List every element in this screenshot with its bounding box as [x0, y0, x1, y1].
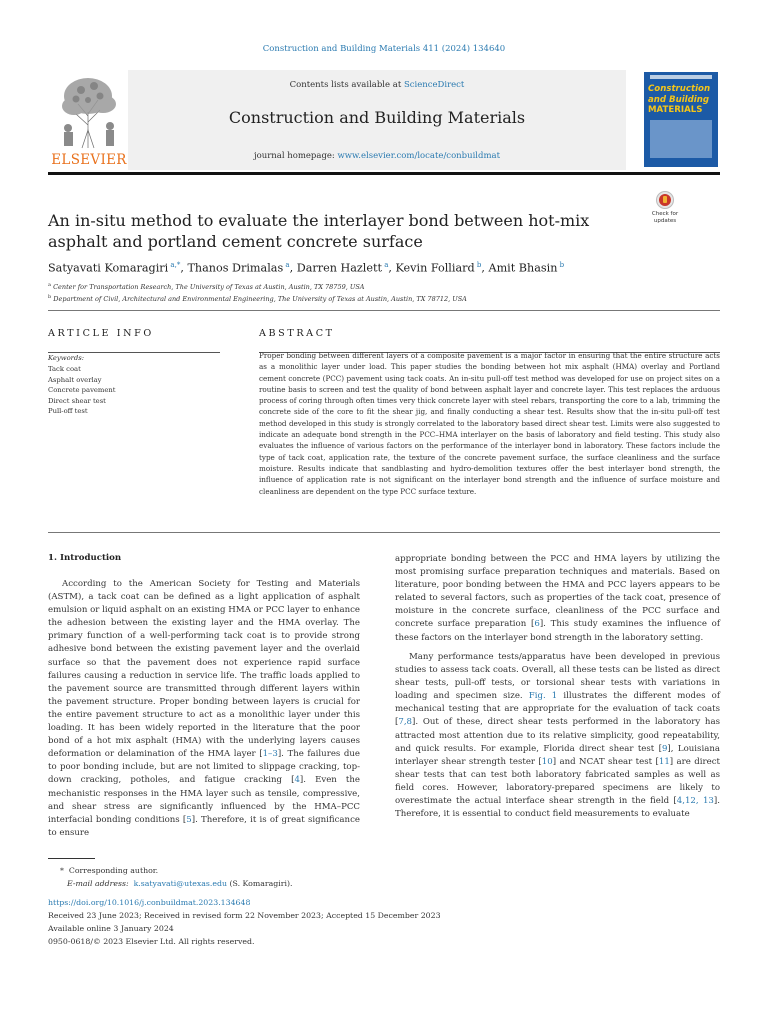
check-for-updates-button[interactable] — [650, 191, 680, 229]
citation-link[interactable]: 6 — [534, 619, 540, 630]
body-text: ]. Therefore, it is essential to conduct field measurements to evaluate — [395, 796, 720, 820]
cover-strip — [650, 75, 712, 79]
online-date: Available online 3 January 2024 — [48, 924, 174, 933]
corresponding-author-note — [60, 866, 158, 875]
keyword-item: Asphalt overlay — [48, 375, 102, 384]
journal-header — [48, 70, 720, 170]
copyright-line: 0950-0618/© 2023 Elsevier Ltd. All rights reserved. — [48, 937, 255, 946]
abstract-heading: ABSTRACT — [259, 328, 335, 339]
affiliation-text: Center for Transportation Research, The University of Texas at Austin, Austin, TX 78759, USA — [53, 283, 365, 292]
email-suffix: (S. Komaragiri). — [229, 879, 293, 888]
author-affiliation-mark[interactable]: b — [474, 261, 482, 269]
body-text: Many performance tests/apparatus have been developed in previous studies to assess tack coats. Overall, all these tests can be listed as direct shear tests, pull-off tests, or torsional shear tests with variations in loading and specimen size. — [395, 652, 720, 702]
body-text: According to the American Society for Testing and Materials (ASTM), a tack coat can be defined as a light application of asphalt emulsion or liquid asphalt on an existing HMA or PCC layer to enhance the adhesion between the existing layer and the HMA overlay. The primary function of a well-performing tack coat is to provide strong adhesive bond between the existing pavement layer and the overlaid surface so that the pavement does not experience rapid surface failures causing a reduction in service life. The traffic loads applied to the pavement source are transmitted through different layers within the pavement structure. Proper bonding between layers is crucial for the entire pavement structure to act as a monolithic layer under this loading. It has been widely reported in the literature that the poor bond of a hot mix asphalt (HMA) with the underlying layers causes deformation or delamination of the HMA layer [ — [48, 579, 360, 760]
homepage-prefix: journal homepage: — [254, 151, 338, 161]
citation-link[interactable]: 13 — [702, 796, 714, 807]
body-paragraph-right-1 — [395, 553, 720, 645]
keywords-list — [48, 364, 116, 417]
contents-prefix: Contents lists available at — [289, 80, 404, 90]
email-note — [67, 879, 293, 888]
corresponding-mark: * — [60, 866, 64, 875]
keyword-item: Concrete pavement — [48, 386, 116, 394]
citation-link[interactable]: 1–3 — [262, 749, 278, 760]
abstract-text: Proper bonding between different layers of a composite pavement is a major factor in ensuring that the entire structure acts as a monolithic layer under load. This paper studies the bonding between hot mix asphalt (HMA) overlay and Portland cement concrete (PCC) pavement using tack coats. An in-situ pull-off test method was developed for use on project sites on a routine basis to screen and test the quality of bond between asphalt layer and concrete layer. This test replaces the arduous process of coring through often times very thick concrete layer with steel rebars, transporting the core to a lab, trimming the concrete side of the core to fit the shear jig, and finally conducting a shear test. Results show that the in-situ pull-off test method developed in this study is strongly correlated to the laboratory based direct shear test. Limits were also suggested to indicate an adequate bond strength in the PCC–HMA interlayer on the basis of laboratory and field testing. This study also evaluates the influence of various factors on the performance of the interlayer bond in laboratory. These factors include the type of tack coat, application rate, the texture of the concrete pavement surface, the surface cleanliness and the surface moisture. Results indicate that sandblasting and hydro-demolition textures offer the best interlayer bond strength, the influence of application rate is not significant on the interlayer bond strength and the influence of surface moisture and cleanliness are dependent on the type PCC surface texture. — [259, 351, 720, 496]
elsevier-wordmark: ELSEVIER — [51, 152, 127, 168]
body-text: ]. The failures due to poor bonding include, but are not limited to slippage cracking, top-down cracking, potholes, and fatigue cracking [ — [48, 749, 360, 786]
affiliation-a — [48, 282, 728, 291]
citation-link[interactable]: 10 — [541, 756, 553, 767]
article-title: An in-situ method to evaluate the interlayer bond between hot-mix asphalt and portland cement concrete surface — [48, 211, 590, 251]
citation-link[interactable]: 4,12, — [676, 796, 699, 807]
author-list: Satyavati Komaragiri $^{a,*}$, Thanos Drimalas $^a$, Darren Hazlett $^a$, Kevin Folliard $^b$, Amit Bhasin $^b$ — [48, 261, 565, 275]
keyword-item: Pull-off test — [48, 407, 88, 415]
corresponding-text: Corresponding author. — [68, 866, 159, 875]
citation-link[interactable]: 7,8 — [398, 717, 413, 728]
body-text: illustrates the different modes of mechanical testing that are appropriate for the evaluation of tack coats [ — [395, 691, 721, 728]
journal-cover-image[interactable] — [644, 72, 718, 167]
journal-title: Construction and Building Materials — [228, 108, 526, 127]
body-text: ]. This study examines the influence of these factors on the interlayer bond strength in the laboratory setting. — [395, 619, 720, 643]
author-name[interactable]: Amit Bhasin — [488, 261, 558, 275]
journal-banner — [128, 70, 626, 170]
citation-link[interactable]: 11 — [658, 756, 670, 767]
author-affiliation-mark[interactable]: a — [283, 261, 290, 269]
check-updates-icon — [656, 191, 674, 209]
cover-line-3: MATERIALS — [648, 105, 703, 115]
cover-line-1: Construction — [648, 84, 711, 94]
body-paragraph-right-2 — [395, 651, 720, 821]
body-text: appropriate bonding between the PCC and HMA layers by utilizing the most promising surface preparation techniques and materials. Based on literature, poor bonding between the HMA and PCC layers appears to be related to several factors, such as properties of the tack coat, presence of moisture in the concrete surface, cleanliness of the PCC surface and concrete surface preparation [ — [395, 554, 720, 630]
body-text: ] are direct shear tests that can test both laboratory fabricated samples as well as field cores. However, laboratory-prepared specimens are likely to overestimate the actual interface shear strength in the field [ — [395, 756, 720, 807]
author-affiliation-mark[interactable]: a,* — [168, 261, 181, 269]
author-name[interactable]: Darren Hazlett — [296, 261, 382, 275]
citation-link[interactable]: 5 — [186, 814, 192, 825]
citation-link[interactable]: Fig. 1 — [528, 691, 558, 702]
journal-homepage-link[interactable]: www.elsevier.com/locate/conbuildmat — [337, 151, 500, 161]
body-text: ] and NCAT shear test [ — [552, 756, 659, 767]
body-text: ], Louisiana interlayer shear strength tester [ — [395, 743, 720, 767]
article-info-divider — [48, 352, 220, 353]
author-name[interactable]: Thanos Drimalas — [187, 261, 284, 275]
keyword-item: Direct shear test — [48, 396, 106, 405]
cover-illustration — [650, 120, 712, 158]
abstract-end-divider — [48, 532, 720, 533]
footnote-divider — [48, 858, 95, 859]
doi-link[interactable]: https://doi.org/10.1016/j.conbuildmat.2023.134648 — [48, 898, 251, 907]
keywords-label: Keywords: — [48, 354, 85, 362]
journal-homepage-line — [128, 151, 626, 161]
author-name[interactable]: Satyavati Komaragiri — [48, 261, 169, 275]
author-affiliation-mark[interactable]: a — [381, 261, 389, 269]
affiliation-mark: a — [48, 282, 51, 288]
body-text: ]. Even the mechanistic responses in the HMA layer such as tensile, compressive, and shear stress are significantly influenced by the HMA–PCC interfacial bonding conditions [ — [48, 775, 360, 825]
email-label: E-mail address: — [67, 879, 129, 888]
check-updates-label: Check for updates — [651, 211, 679, 224]
body-text: ]. Out of these, direct shear tests performed in the laboratory has attracted most attention due to its relative simplicity, good repeatability, and quick results. For example, Florida direct shear test [ — [395, 717, 720, 754]
author-affiliation-mark[interactable]: b — [557, 261, 565, 269]
article-info-heading: ARTICLE INFO — [48, 328, 154, 339]
received-dates: Received 23 June 2023; Received in revised form 22 November 2023; Accepted 15 December 2023 — [48, 911, 441, 920]
affiliation-b — [48, 294, 728, 303]
cover-title — [648, 84, 716, 116]
body-text: ]. Therefore, it is of great significance to ensure — [48, 814, 360, 838]
body-paragraph-left — [48, 578, 360, 840]
journal-reference-link[interactable]: Construction and Building Materials 411 (2024) 134640 — [262, 44, 506, 54]
citation-link[interactable]: 4 — [294, 775, 300, 786]
citation-link[interactable]: 9 — [661, 743, 668, 754]
affiliation-text: Department of Civil, Architectural and Environmental Engineering, The University of Texas at Austin, Austin, TX 78712, USA — [53, 295, 467, 304]
section-heading-introduction: 1. Introduction — [48, 553, 122, 563]
author-name[interactable]: Kevin Folliard — [395, 261, 475, 275]
cover-line-2: and Building — [648, 94, 709, 105]
email-link[interactable]: k.satyavati@utexas.edu — [133, 879, 227, 888]
header-divider — [48, 172, 720, 175]
affiliation-mark: b — [48, 294, 52, 300]
affiliation-divider — [48, 310, 720, 311]
keyword-item: Tack coat — [48, 365, 81, 373]
elsevier-logo[interactable] — [48, 70, 128, 170]
contents-available-line — [128, 80, 626, 90]
sciencedirect-link[interactable]: ScienceDirect — [403, 80, 465, 90]
elsevier-tree-icon — [48, 70, 128, 150]
